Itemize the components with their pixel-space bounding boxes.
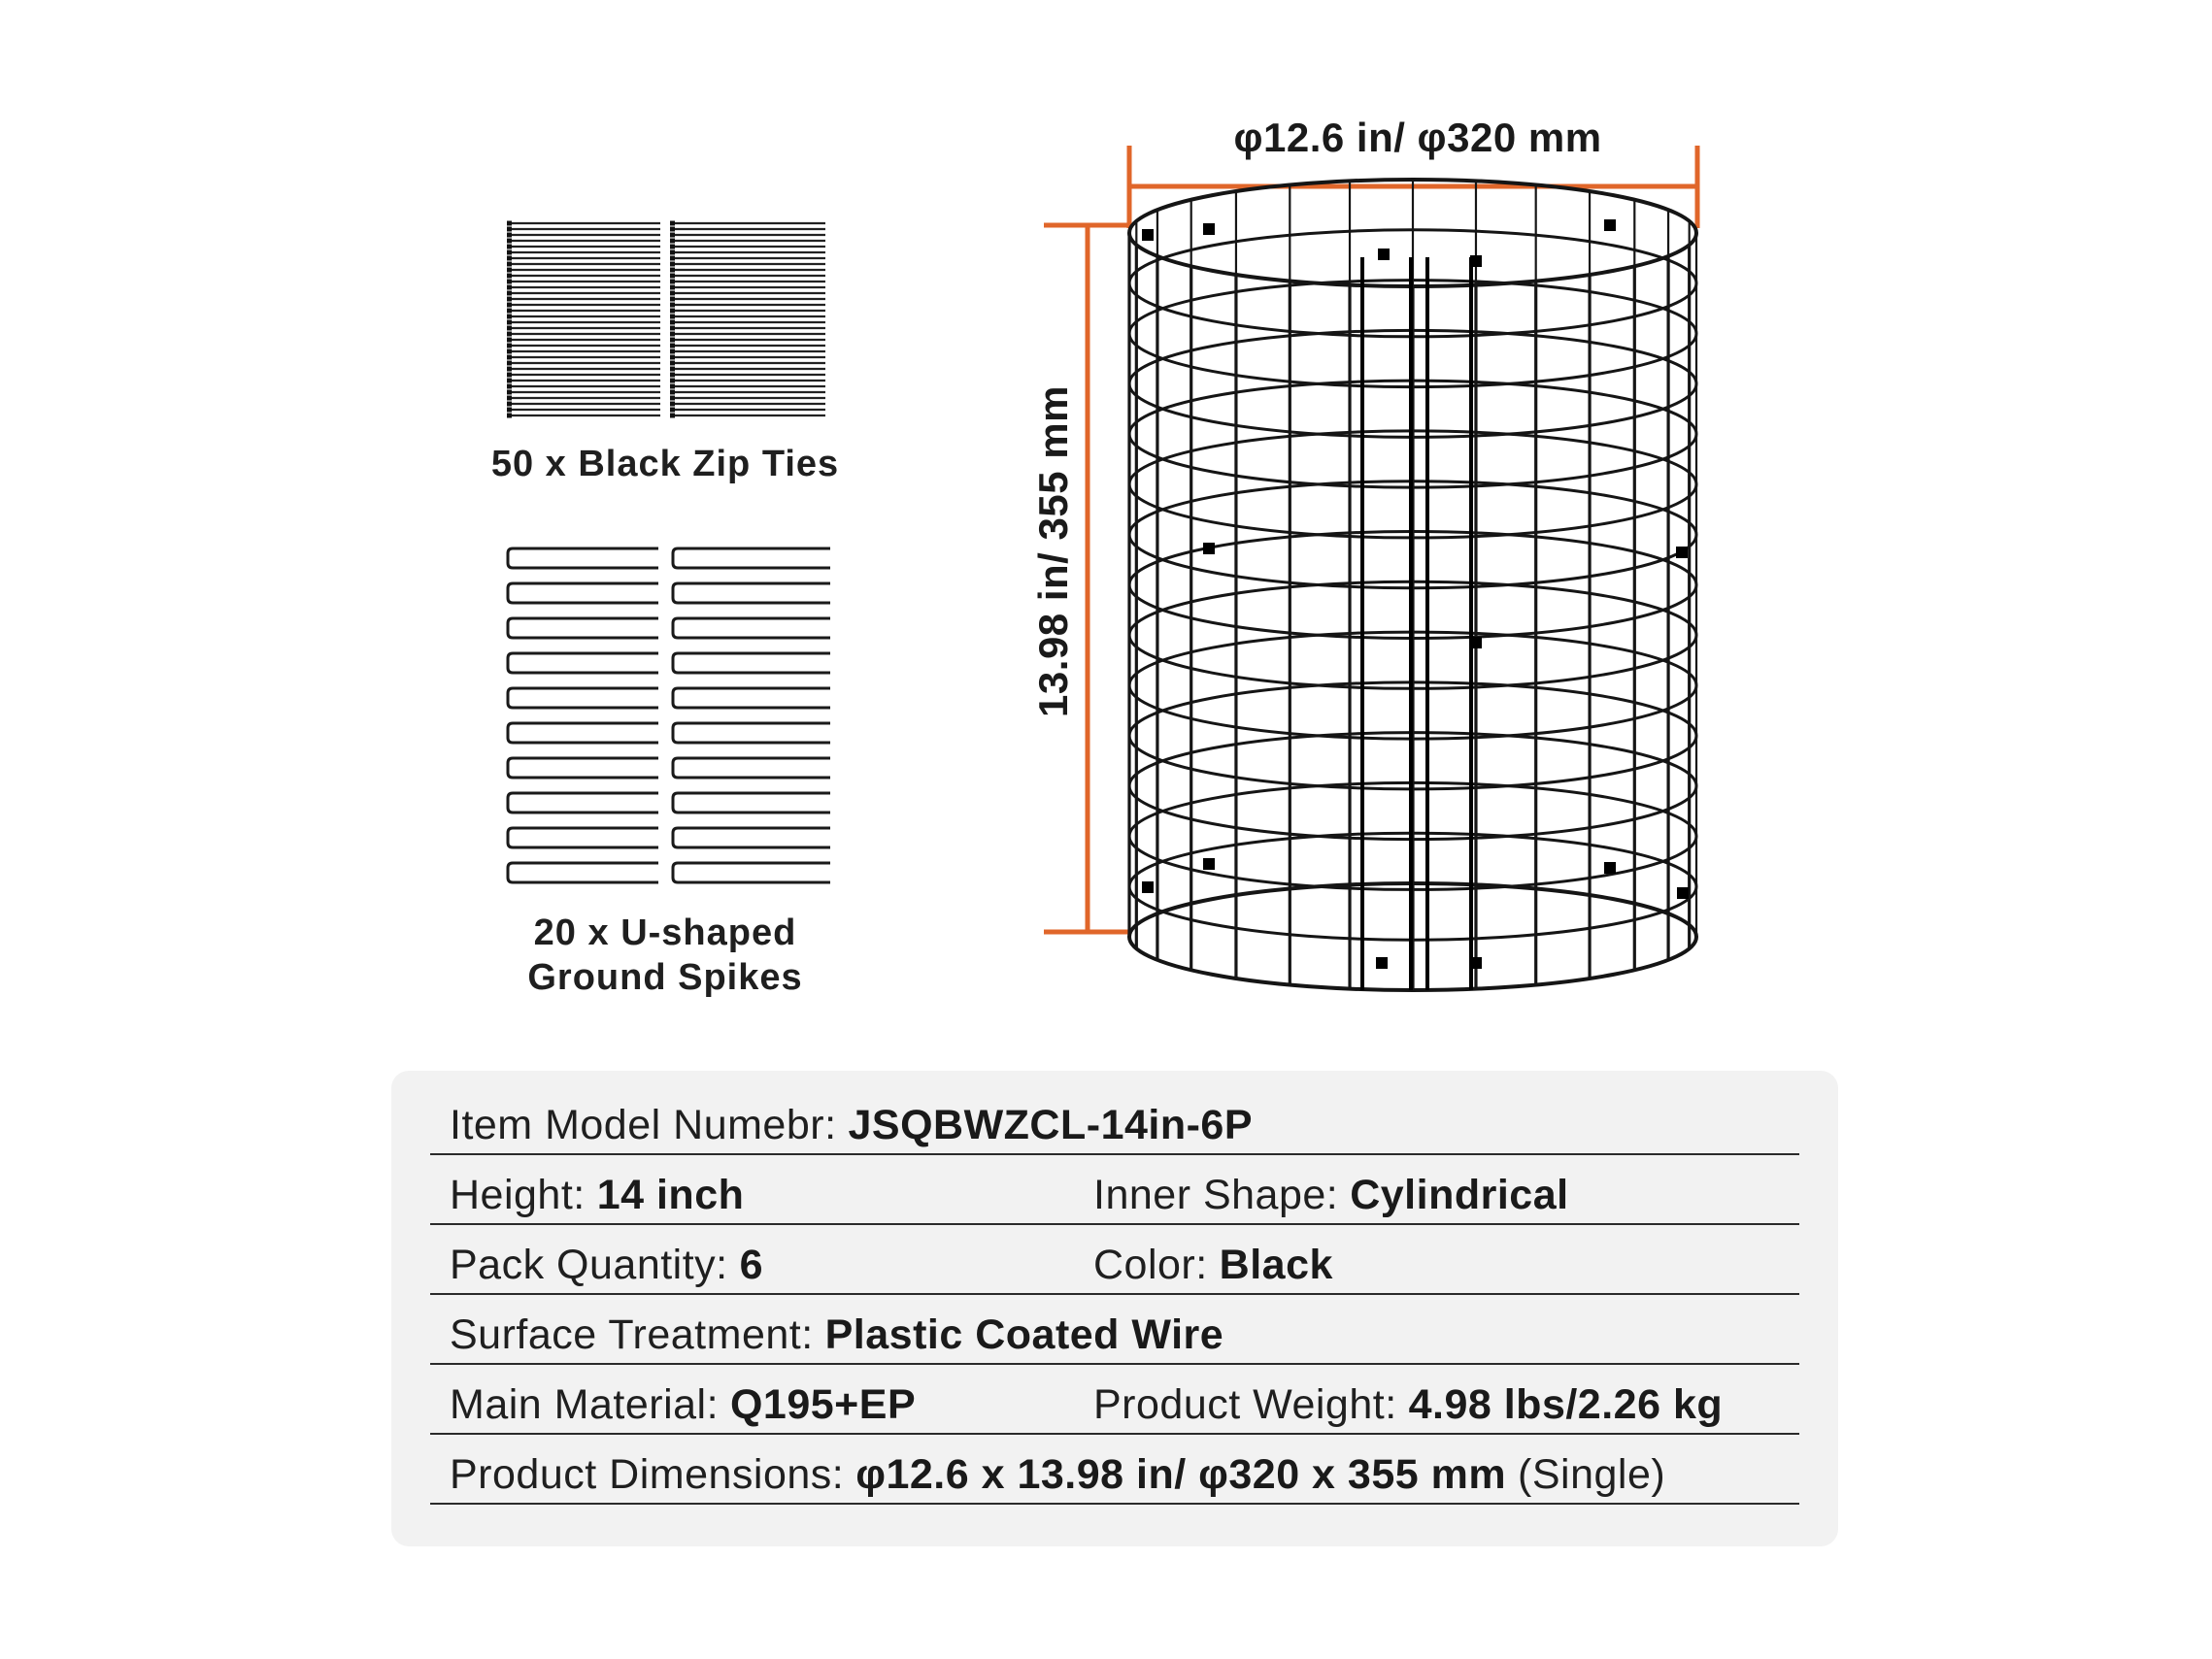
zip-tie-head	[507, 373, 512, 378]
zip-tie-head	[670, 414, 675, 418]
zip-tie-head	[670, 256, 675, 261]
zip-tie-head	[670, 390, 675, 395]
zip-tie-head	[507, 332, 512, 337]
zip-tie-head	[670, 373, 675, 378]
zip-tie-head	[670, 355, 675, 360]
spec-value: 14 inch	[596, 1172, 745, 1218]
spec-value: JSQBWZCL-14in-6P	[848, 1102, 1254, 1148]
zip-tie-head	[670, 285, 675, 290]
zip-tie-head	[507, 245, 512, 249]
cage-clip	[1604, 219, 1616, 231]
spec-suffix: (Single)	[1518, 1451, 1666, 1498]
zip-tie-head	[670, 396, 675, 401]
zip-tie-head	[507, 396, 512, 401]
spec-value: φ12.6 x 13.98 in/ φ320 x 355 mm	[855, 1451, 1507, 1498]
spec-value: 4.98 lbs/2.26 kg	[1408, 1381, 1724, 1428]
spec-value: Black	[1219, 1242, 1333, 1288]
ground-spike	[508, 618, 658, 638]
zip-tie-head	[670, 320, 675, 325]
spec-label: Color:	[1093, 1242, 1208, 1288]
ground-spike	[673, 828, 830, 847]
zip-tie-head	[507, 291, 512, 296]
zip-tie-head	[670, 245, 675, 249]
spec-value: Plastic Coated Wire	[824, 1311, 1224, 1358]
zip-tie-head	[670, 274, 675, 279]
zip-tie-head	[507, 408, 512, 413]
cage-clip	[1676, 547, 1688, 558]
ground-spike	[508, 793, 658, 813]
spec-label: Product Dimensions:	[450, 1451, 845, 1498]
zip-tie-head	[507, 355, 512, 360]
ground-spike	[673, 758, 830, 778]
zip-ties-image	[500, 214, 830, 427]
zip-tie-head	[507, 221, 512, 226]
ground-spikes-image	[500, 537, 835, 901]
zip-tie-head	[507, 326, 512, 331]
zip-tie-head	[507, 285, 512, 290]
zip-tie-head	[507, 361, 512, 366]
zip-tie-head	[670, 408, 675, 413]
zip-tie-head	[507, 233, 512, 238]
spec-row-surface	[430, 1295, 1799, 1365]
wire-cage-image	[1029, 116, 1728, 1019]
zip-tie-head	[670, 239, 675, 244]
ground-spike	[673, 723, 830, 743]
spec-value: 6	[739, 1242, 764, 1288]
ground-spike	[508, 863, 658, 882]
ground-spike	[673, 653, 830, 673]
zip-tie-head	[670, 227, 675, 232]
zip-tie-head	[507, 379, 512, 383]
zip-tie-head	[670, 297, 675, 302]
zip-tie-head	[507, 315, 512, 319]
spec-value: Q195+EP	[729, 1381, 917, 1428]
spec-value: Cylindrical	[1350, 1172, 1569, 1218]
spec-label: Main Material:	[450, 1381, 720, 1428]
zip-tie-head	[670, 338, 675, 343]
ground-spike	[508, 828, 658, 847]
zip-tie-head	[670, 344, 675, 348]
zip-tie-head	[670, 379, 675, 383]
cage-clip	[1376, 957, 1388, 969]
ground-spikes-set	[508, 548, 830, 882]
spec-row-model	[430, 1085, 1799, 1155]
zip-tie-head	[670, 402, 675, 407]
cage-clip	[1203, 223, 1215, 235]
zip-tie-head	[507, 256, 512, 261]
zip-tie-head	[670, 233, 675, 238]
spec-row-material-weight	[430, 1365, 1799, 1435]
ground-spike	[508, 688, 658, 708]
cage-clip	[1142, 881, 1154, 893]
zip-tie-head	[670, 332, 675, 337]
ground-spikes-label: 20 x U-shaped Ground Spikes	[527, 912, 803, 998]
zip-tie-head	[507, 297, 512, 302]
ground-spike	[508, 653, 658, 673]
spec-label: Pack Quantity:	[450, 1242, 728, 1288]
zip-tie-head	[670, 303, 675, 308]
zip-tie-head	[670, 280, 675, 284]
zip-tie-head	[670, 221, 675, 226]
zip-tie-head	[507, 349, 512, 354]
zip-tie-head	[670, 309, 675, 314]
ground-spike	[508, 583, 658, 603]
cage-clip	[1604, 862, 1616, 874]
zip-tie-head	[507, 250, 512, 255]
spec-row-height-shape	[430, 1155, 1799, 1225]
zip-tie-head	[670, 361, 675, 366]
spec-row-quantity-color	[430, 1225, 1799, 1295]
cage-clip	[1470, 957, 1482, 969]
zip-tie-head	[507, 384, 512, 389]
ground-spike	[673, 618, 830, 638]
spec-row-dimensions	[430, 1435, 1799, 1505]
spec-label: Height:	[450, 1172, 586, 1218]
ground-spike	[508, 758, 658, 778]
ground-spike	[508, 723, 658, 743]
wire-cage-cylinder	[1129, 180, 1696, 990]
cage-clip	[1203, 858, 1215, 870]
spec-label: Product Weight:	[1093, 1381, 1397, 1428]
ground-spike	[673, 793, 830, 813]
zip-ties-label: 50 x Black Zip Ties	[490, 444, 840, 484]
zip-tie-head	[670, 250, 675, 255]
dimension-lines	[1044, 146, 1697, 932]
zip-tie-head	[670, 268, 675, 273]
zip-tie-head	[507, 402, 512, 407]
zip-tie-head	[507, 414, 512, 418]
zip-tie-head	[507, 320, 512, 325]
zip-tie-head	[507, 227, 512, 232]
cage-clip	[1203, 543, 1215, 554]
zip-tie-head	[507, 239, 512, 244]
zip-tie-head	[670, 384, 675, 389]
zip-tie-head	[670, 367, 675, 372]
zip-tie-head	[507, 303, 512, 308]
zip-tie-head	[507, 262, 512, 267]
zip-tie-head	[670, 326, 675, 331]
zip-tie-head	[507, 344, 512, 348]
diameter-dimension-label: φ12.6 in/ φ320 mm	[1233, 115, 1602, 160]
zip-tie-head	[670, 262, 675, 267]
zip-ties-bundle	[507, 221, 825, 418]
cage-clip	[1677, 887, 1689, 899]
zip-tie-head	[670, 349, 675, 354]
zip-tie-head	[507, 268, 512, 273]
ground-spike	[673, 548, 830, 568]
zip-tie-head	[507, 309, 512, 314]
ground-spike	[673, 583, 830, 603]
ground-spike	[508, 548, 658, 568]
cage-clip	[1470, 255, 1482, 267]
zip-tie-head	[670, 291, 675, 296]
ground-spike	[673, 863, 830, 882]
zip-tie-head	[507, 367, 512, 372]
cage-clip	[1378, 249, 1390, 260]
zip-tie-head	[507, 390, 512, 395]
cage-clip	[1142, 229, 1154, 241]
zip-tie-head	[507, 280, 512, 284]
spec-label: Surface Treatment:	[450, 1311, 814, 1358]
spec-label: Inner Shape:	[1093, 1172, 1339, 1218]
spec-label: Item Model Numebr:	[450, 1102, 837, 1148]
ground-spike	[673, 688, 830, 708]
zip-tie-head	[507, 338, 512, 343]
zip-tie-head	[670, 315, 675, 319]
cage-clip	[1470, 637, 1482, 648]
height-dimension-label: 13.98 in/ 355 mm	[1030, 385, 1076, 717]
zip-tie-head	[507, 274, 512, 279]
